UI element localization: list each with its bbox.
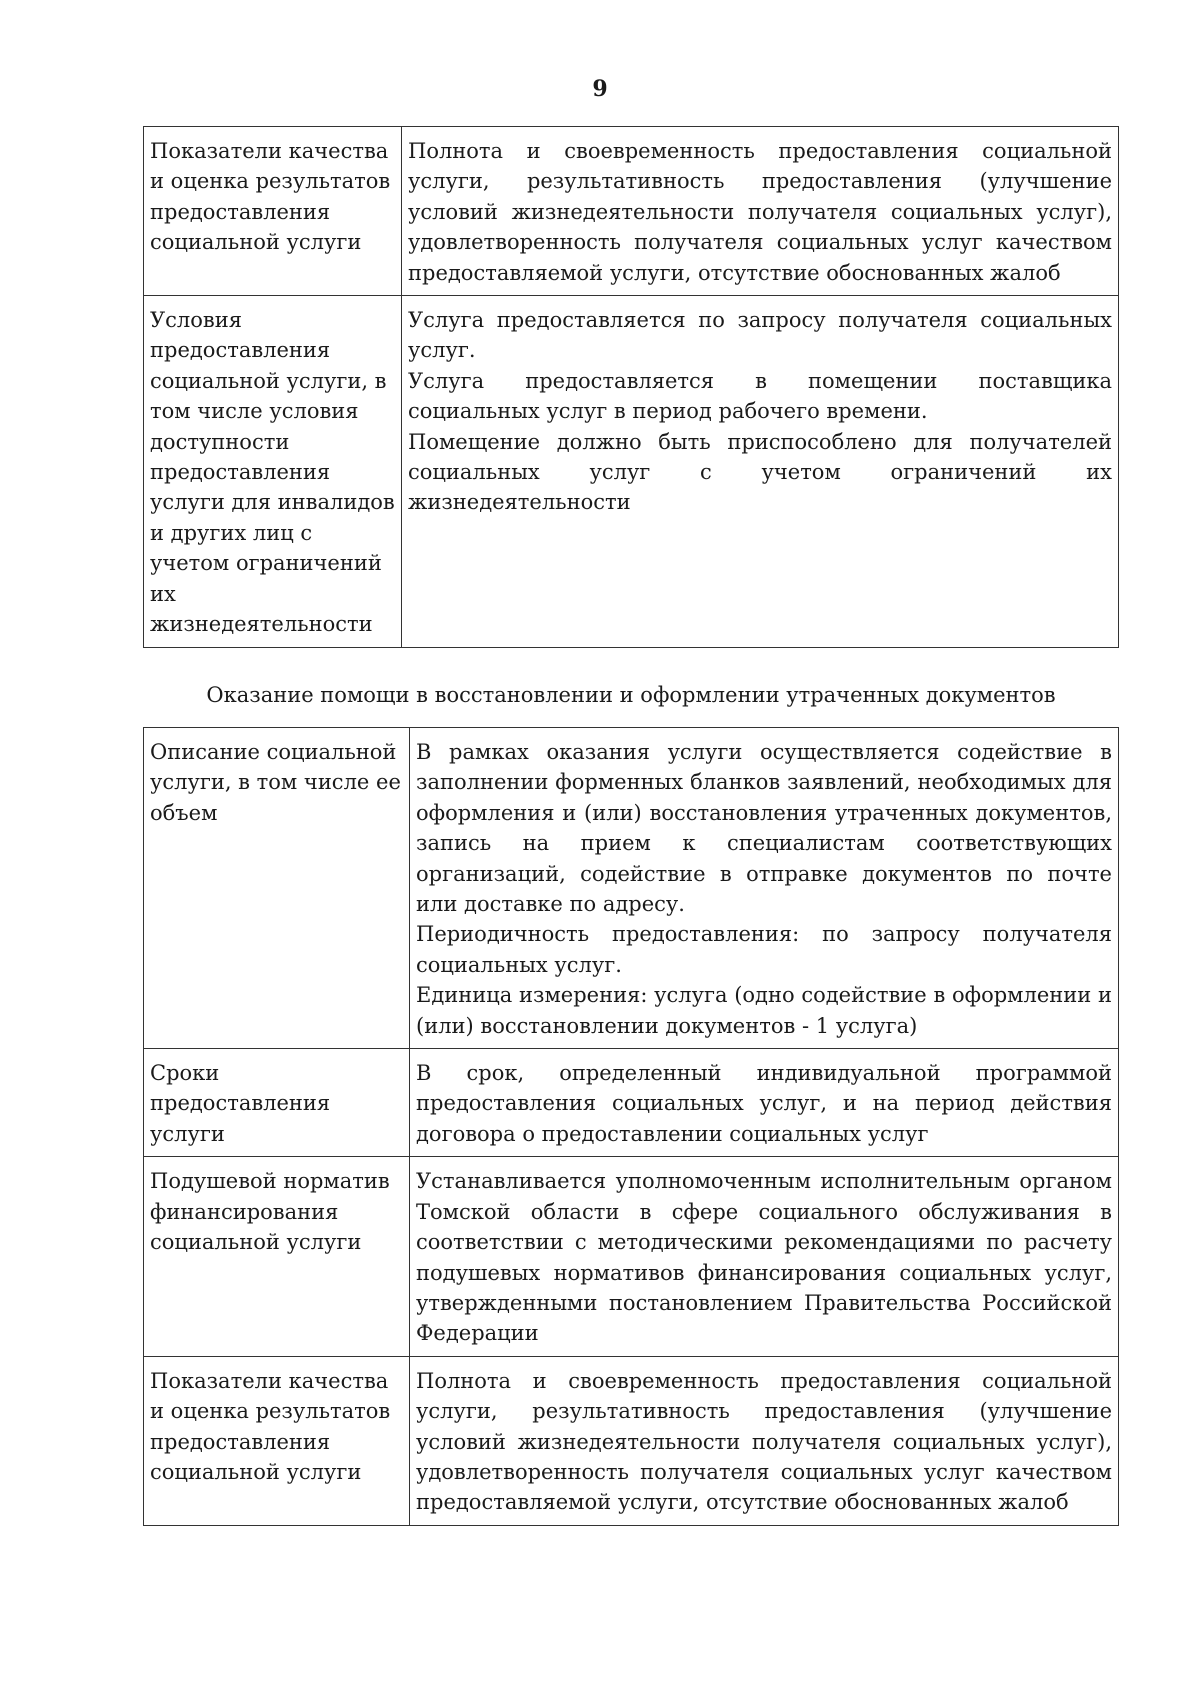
- row-label: Сроки предоставления услуги: [144, 1049, 410, 1157]
- content-paragraph: Периодичность предоставления: по запросу получателя социальных услуг.: [416, 922, 1112, 977]
- row-label: Подушевой норматив финансирования социальной услуги: [144, 1157, 410, 1356]
- row-content: [410, 1049, 1119, 1157]
- row-content: [410, 1356, 1119, 1525]
- content-paragraph: Полнота и своевременность предоставления социальной услуги, результативность предоставления (улучшение условий жизнедеятельности получателя социальных услуг), удовлетворенность получателя социальных услуг качеством предоставляемой услуги, отсутствие обоснованных жалоб: [416, 1368, 1112, 1515]
- section-heading: Оказание помощи в восстановлении и оформлении утраченных документов: [206, 683, 1056, 707]
- table-row: [144, 728, 1119, 1049]
- table-row: [144, 1049, 1119, 1157]
- row-label: Условия предоставления социальной услуги, в том числе условия доступности предоставления услуги для инвалидов и других лиц с учетом ограничений их жизнедеятельности: [144, 296, 402, 647]
- table-row: [144, 1356, 1119, 1525]
- content-paragraph: Полнота и своевременность предоставления социальной услуги, результативность предоставления (улучшение условий жизнедеятельности получателя социальных услуг), удовлетворенность получателя социальных услуг качеством предоставляемой услуги, отсутствие обоснованных жалоб: [408, 139, 1112, 285]
- content-paragraph: Помещение должно быть приспособлено для получателей социальных услуг с учетом ограничений их жизнедеятельности: [408, 429, 1112, 515]
- table-row: [144, 1157, 1119, 1356]
- page-number: 9: [592, 76, 608, 102]
- content-paragraph: В рамках оказания услуги осуществляется содействие в заполнении форменных бланков заявлений, необходимых для оформления и (или) восстановления утраченных документов, запись на прием к специалистам соответствующих организаций, содействие в отправке документов по почте или доставке по адресу.: [416, 740, 1112, 917]
- content-paragraph: Единица измерения: услуга (одно содействие в оформлении и (или) восстановлении документов - 1 услуга): [416, 983, 1112, 1038]
- table-row: [144, 127, 1119, 296]
- table-row: [144, 296, 1119, 647]
- content-paragraph: Устанавливается уполномоченным исполнительным органом Томской области в сфере социального обслуживания в соответствии с методическими рекомендациями по расчету подушевых нормативов финансирования социальных услуг, утвержденными постановлением Правительства Российской Федерации: [416, 1169, 1112, 1346]
- row-label: Описание социальной услуги, в том числе ее объем: [144, 728, 410, 1049]
- row-content: [410, 1157, 1119, 1356]
- service-table-2: [143, 727, 1119, 1526]
- row-label: Показатели качества и оценка результатов предоставления социальной услуги: [144, 127, 402, 296]
- row-content: [402, 296, 1119, 647]
- content-paragraph: В срок, определенный индивидуальной программой предоставления социальных услуг, и на период действия договора о предоставлении социальных услуг: [416, 1061, 1112, 1146]
- content-paragraph: Услуга предоставляется по запросу получателя социальных услуг.: [408, 308, 1112, 363]
- row-content: [402, 127, 1119, 296]
- row-content: [410, 728, 1119, 1049]
- content-paragraph: Услуга предоставляется в помещении поставщика социальных услуг в период рабочего времени.: [408, 368, 1112, 424]
- row-label: Показатели качества и оценка результатов предоставления социальной услуги: [144, 1356, 410, 1525]
- service-table-1: [143, 126, 1119, 648]
